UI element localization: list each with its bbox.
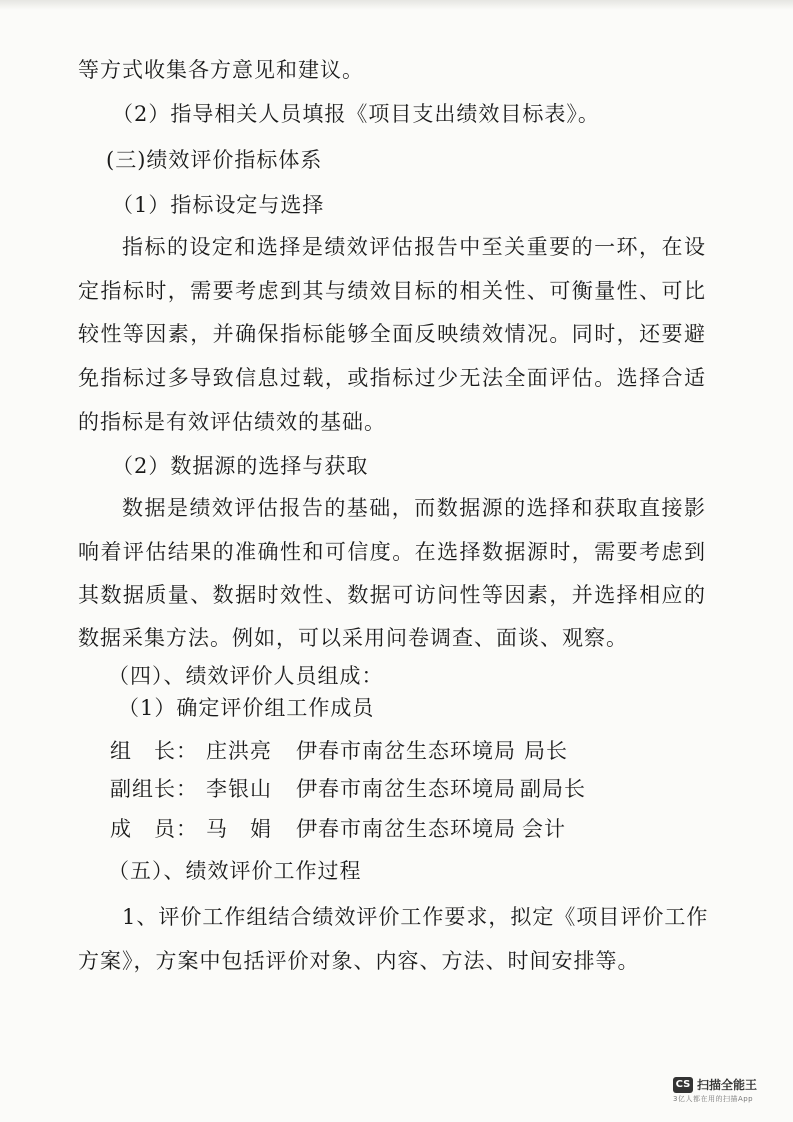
paragraph-line: 1、评价工作组结合绩效评价工作要求，拟定《项目评价工作 [122,905,709,929]
section-heading: (三)绩效评价指标体系 [106,148,323,172]
subsection-heading: （1）确定评价组工作成员 [118,696,375,720]
section-heading: （四）、绩效评价人员组成： [108,664,384,688]
paragraph-line: 的指标是有效评估绩效的基础。 [78,410,386,434]
member-title: 会计 [522,817,566,841]
member-name: 李银山 [206,777,272,801]
member-title: 副局长 [520,777,586,801]
member-name: 马 娟 [206,817,272,841]
member-role: 组 长： [110,739,198,763]
member-org: 伊春市南岔生态环境局 [296,777,516,801]
scan-edge [0,0,793,10]
paragraph-line: 其数据质量、数据时效性、数据可访问性等因素，并选择相应的 [78,583,706,607]
member-org: 伊春市南岔生态环境局 [296,817,516,841]
bleed-through-text: ﾠ [640,26,659,48]
subsection-heading: （2）数据源的选择与获取 [112,454,369,478]
paragraph-line: 方案》，方案中包括评价对象、内容、方法、时间安排等。 [78,949,640,973]
member-role: 成 员： [110,817,198,841]
paragraph-line: 数据采集方法。例如，可以采用问卷调查、面谈、观察。 [78,626,628,650]
paragraph-line: 免指标过多导致信息过载，或指标过少无法全面评估。选择合适 [78,366,706,390]
paragraph-line: 响着评估结果的准确性和可信度。在选择数据源时，需要考虑到 [78,540,706,564]
member-role: 副组长： [110,777,198,801]
watermark-tagline: 3亿人都在用的扫描App [673,1095,754,1103]
scanner-watermark [673,1076,765,1104]
member-org: 伊春市南岔生态环境局 [296,739,516,763]
member-name: 庄洪亮 [206,739,272,763]
member-title: 局长 [524,739,568,763]
camscanner-logo-icon: CS [673,1077,693,1093]
section-heading: （五）、绩效评价工作过程 [108,859,362,883]
paragraph-line: 定指标时，需要考虑到其与绩效目标的相关性、可衡量性、可比 [78,279,706,303]
paragraph-line: 指标的设定和选择是绩效评估报告中至关重要的一环，在设 [122,235,706,259]
paragraph-line: 数据是绩效评估报告的基础，而数据源的选择和获取直接影 [122,496,706,520]
paragraph-line: 等方式收集各方意见和建议。 [78,58,364,82]
subsection-heading: （1）指标设定与选择 [112,193,325,217]
item-line: （2）指导相关人员填报《项目支出绩效目标表》。 [112,102,600,126]
watermark-name: 扫描全能王 [697,1078,758,1092]
paragraph-line: 较性等因素，并确保指标能够全面反映绩效情况。同时，还要避 [78,322,706,346]
